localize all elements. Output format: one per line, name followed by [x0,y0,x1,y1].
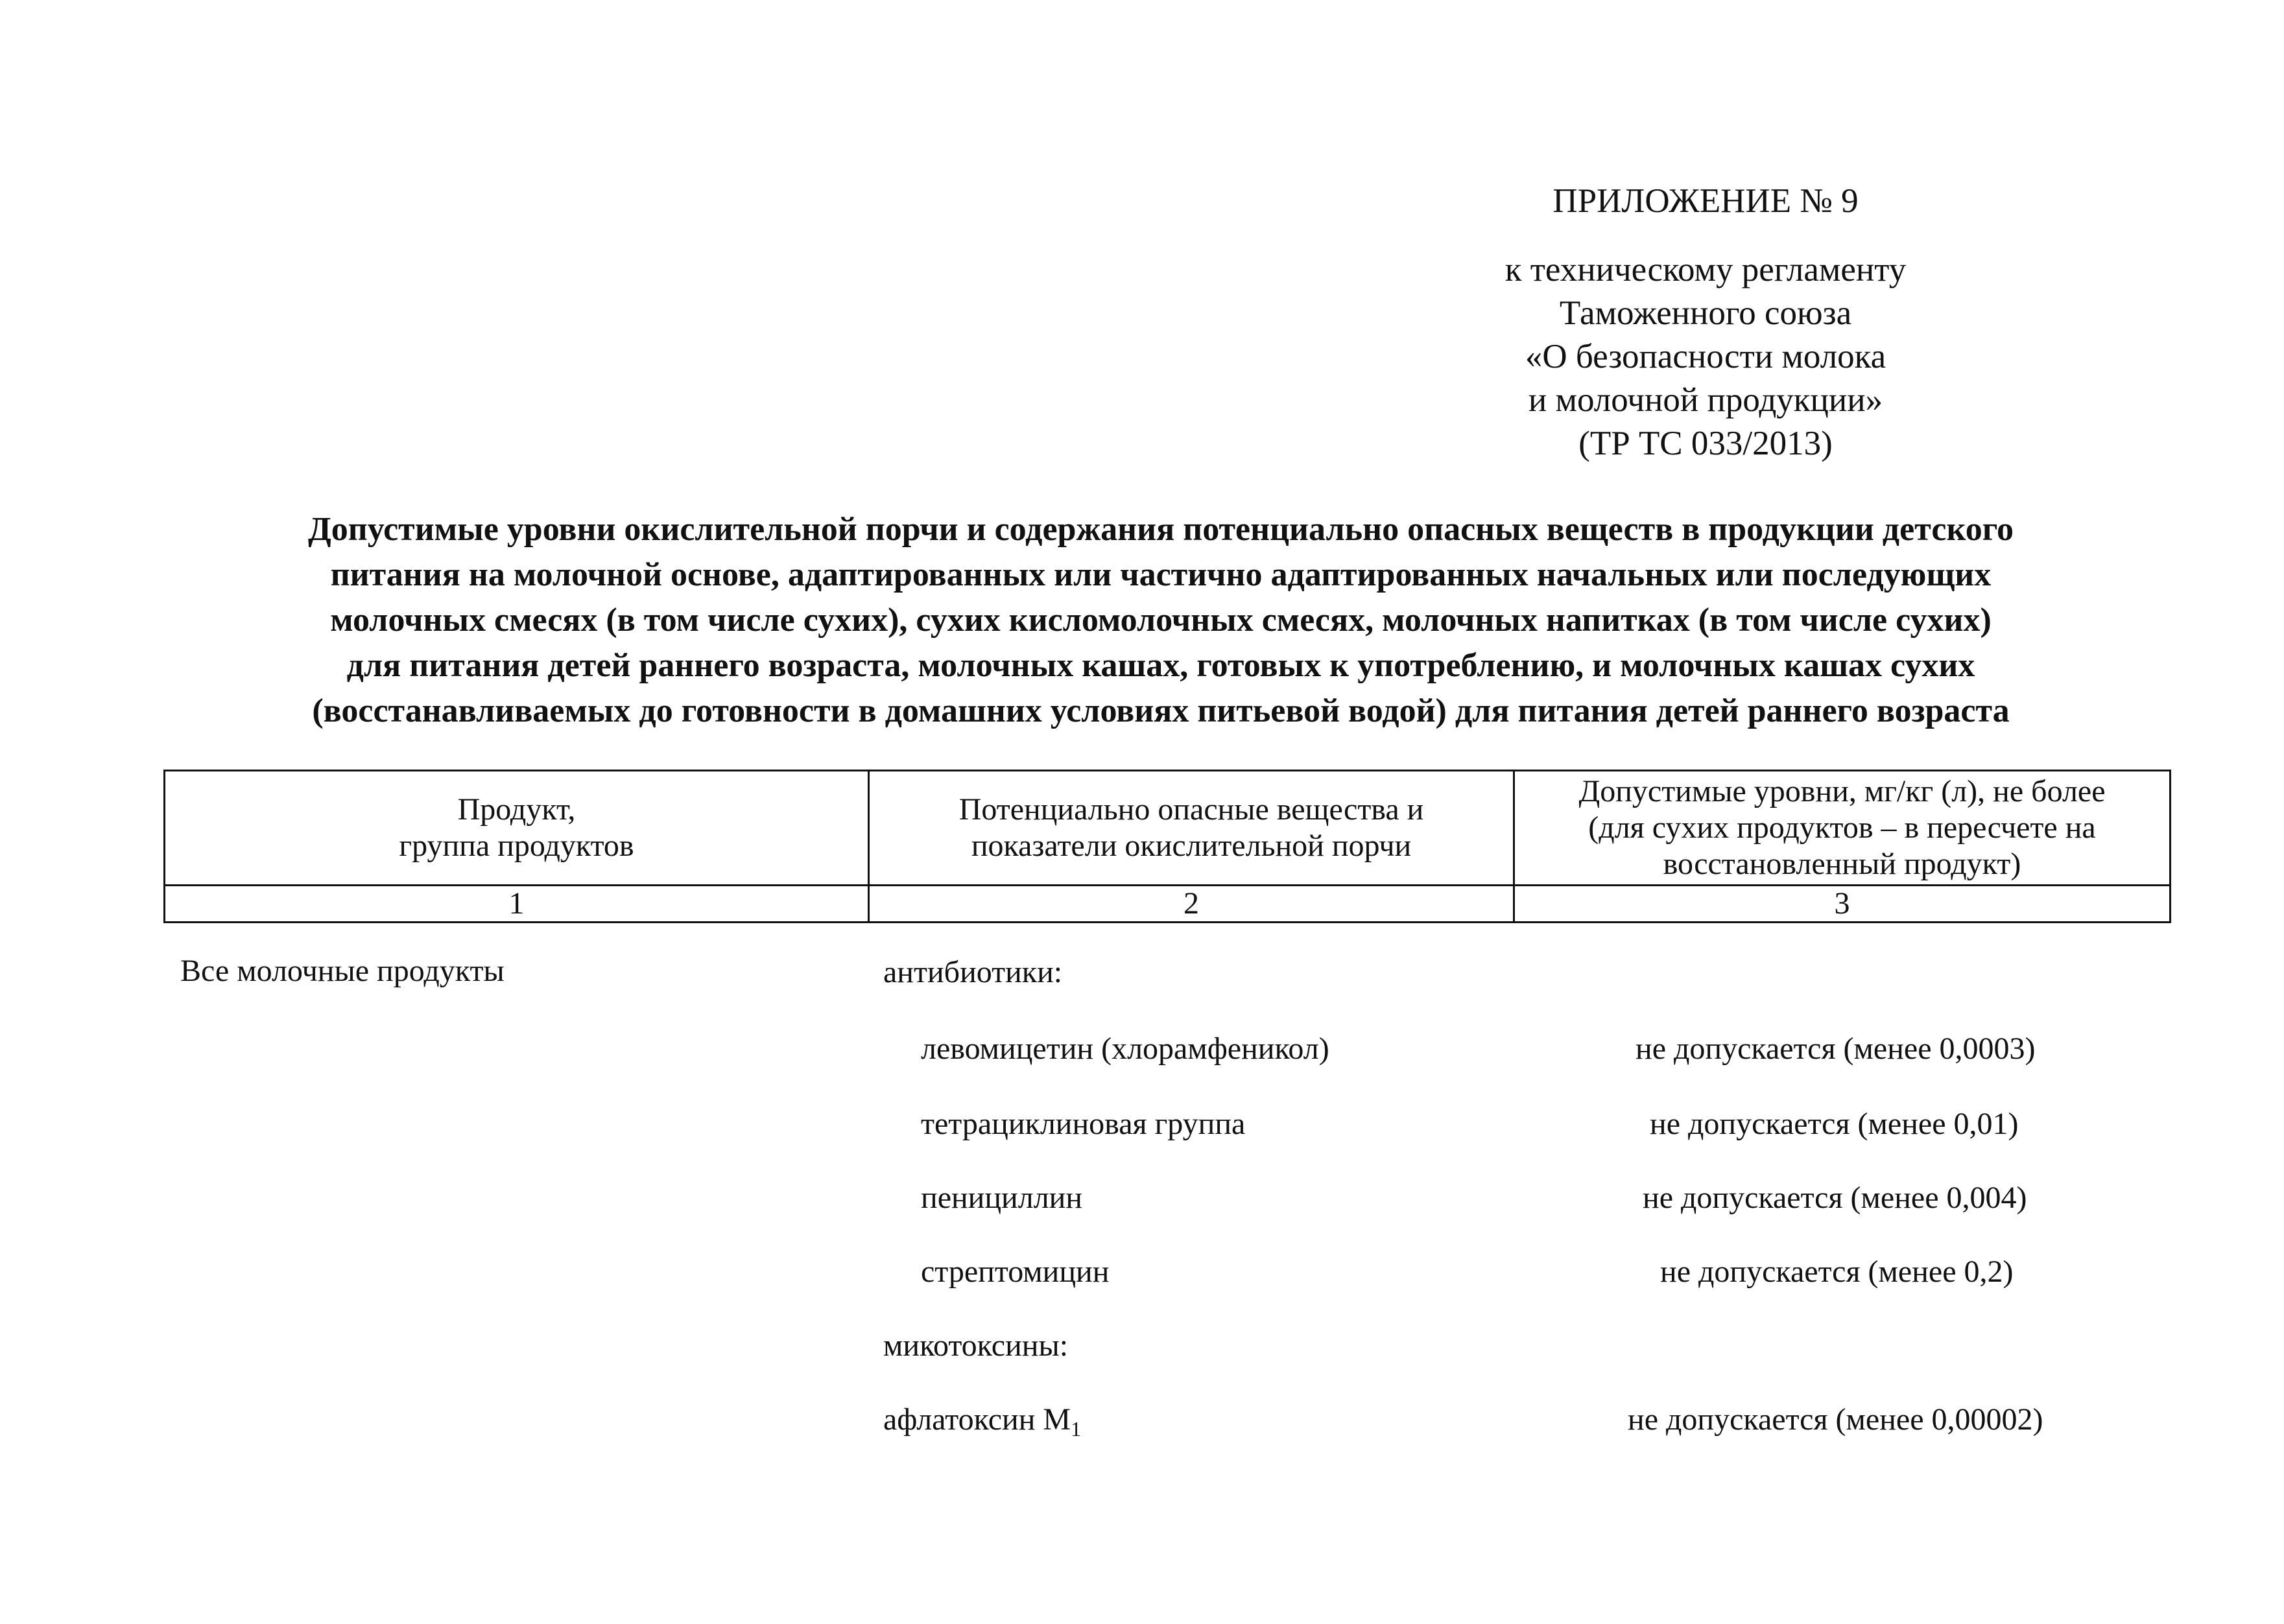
subscript: 1 [1071,1417,1082,1441]
appendix-line: (ТР ТС 033/2013) [1578,425,1833,462]
appendix-line: «О безопасности молока [1525,338,1886,375]
document-title [149,507,2172,734]
appendix-line: к техническому регламенту [1505,251,1907,288]
title-line: (восстанавливаемых до готовности в домашних условиях питьевой водой) для питания детей раннего возраста [312,692,2010,729]
title-line: для питания детей раннего возраста, молочных кашах, готовых к употреблению, и молочных кашах сухих [346,647,1975,684]
substance-name: тетрациклиновая группа [921,1107,1246,1141]
column-number: 2 [869,886,1514,923]
substance-name: пенициллин [921,1181,1083,1215]
product-cell: Все молочные продукты [180,954,505,988]
substance-group: микотоксины: [883,1328,1069,1363]
column-number: 1 [165,886,869,923]
title-line: Допустимые уровни окислительной порчи и содержания потенциально опасных веществ в продукции детского [307,511,2014,548]
table-header [163,770,2171,923]
level-value: не допускается (менее 0,01) [1650,1107,2019,1141]
header-levels: Допустимые уровни, мг/кг (л), не более (для сухих продуктов – в пересчете на восстановленный продукт) [1514,771,2171,886]
title-line: питания на молочной основе, адаптированных или частично адаптированных начальных или последующих [330,556,1992,593]
header-row [165,771,2171,886]
column-number: 3 [1514,886,2171,923]
appendix-reference [1303,248,2108,465]
appendix-line: и молочной продукции» [1528,381,1883,419]
substance-name: левомицетин (хлорамфеникол) [921,1031,1329,1066]
level-value: не допускается (менее 0,2) [1660,1254,2014,1289]
column-number-row [165,886,2171,923]
header-product: Продукт, группа продуктов [165,771,869,886]
appendix-block [1505,178,2284,465]
level-value: не допускается (менее 0,00002) [1628,1402,2043,1437]
substance-name: стрептомицин [921,1254,1110,1289]
level-value: не допускается (менее 0,0003) [1636,1031,2036,1066]
appendix-line: Таможенного союза [1559,294,1852,332]
substance-group: антибиотики: [883,955,1063,989]
appendix-title: ПРИЛОЖЕНИЕ № 9 [1552,182,1859,220]
substance-name: афлатоксин $M_1$ [883,1402,1082,1441]
header-substances: Потенциально опасные вещества и показатели окислительной порчи [869,771,1514,886]
title-line: молочных смесях (в том числе сухих), сухих кисломолочных смесях, молочных напитках (в том числе сухих) [330,602,1992,639]
level-value: не допускается (менее 0,004) [1643,1181,2027,1215]
